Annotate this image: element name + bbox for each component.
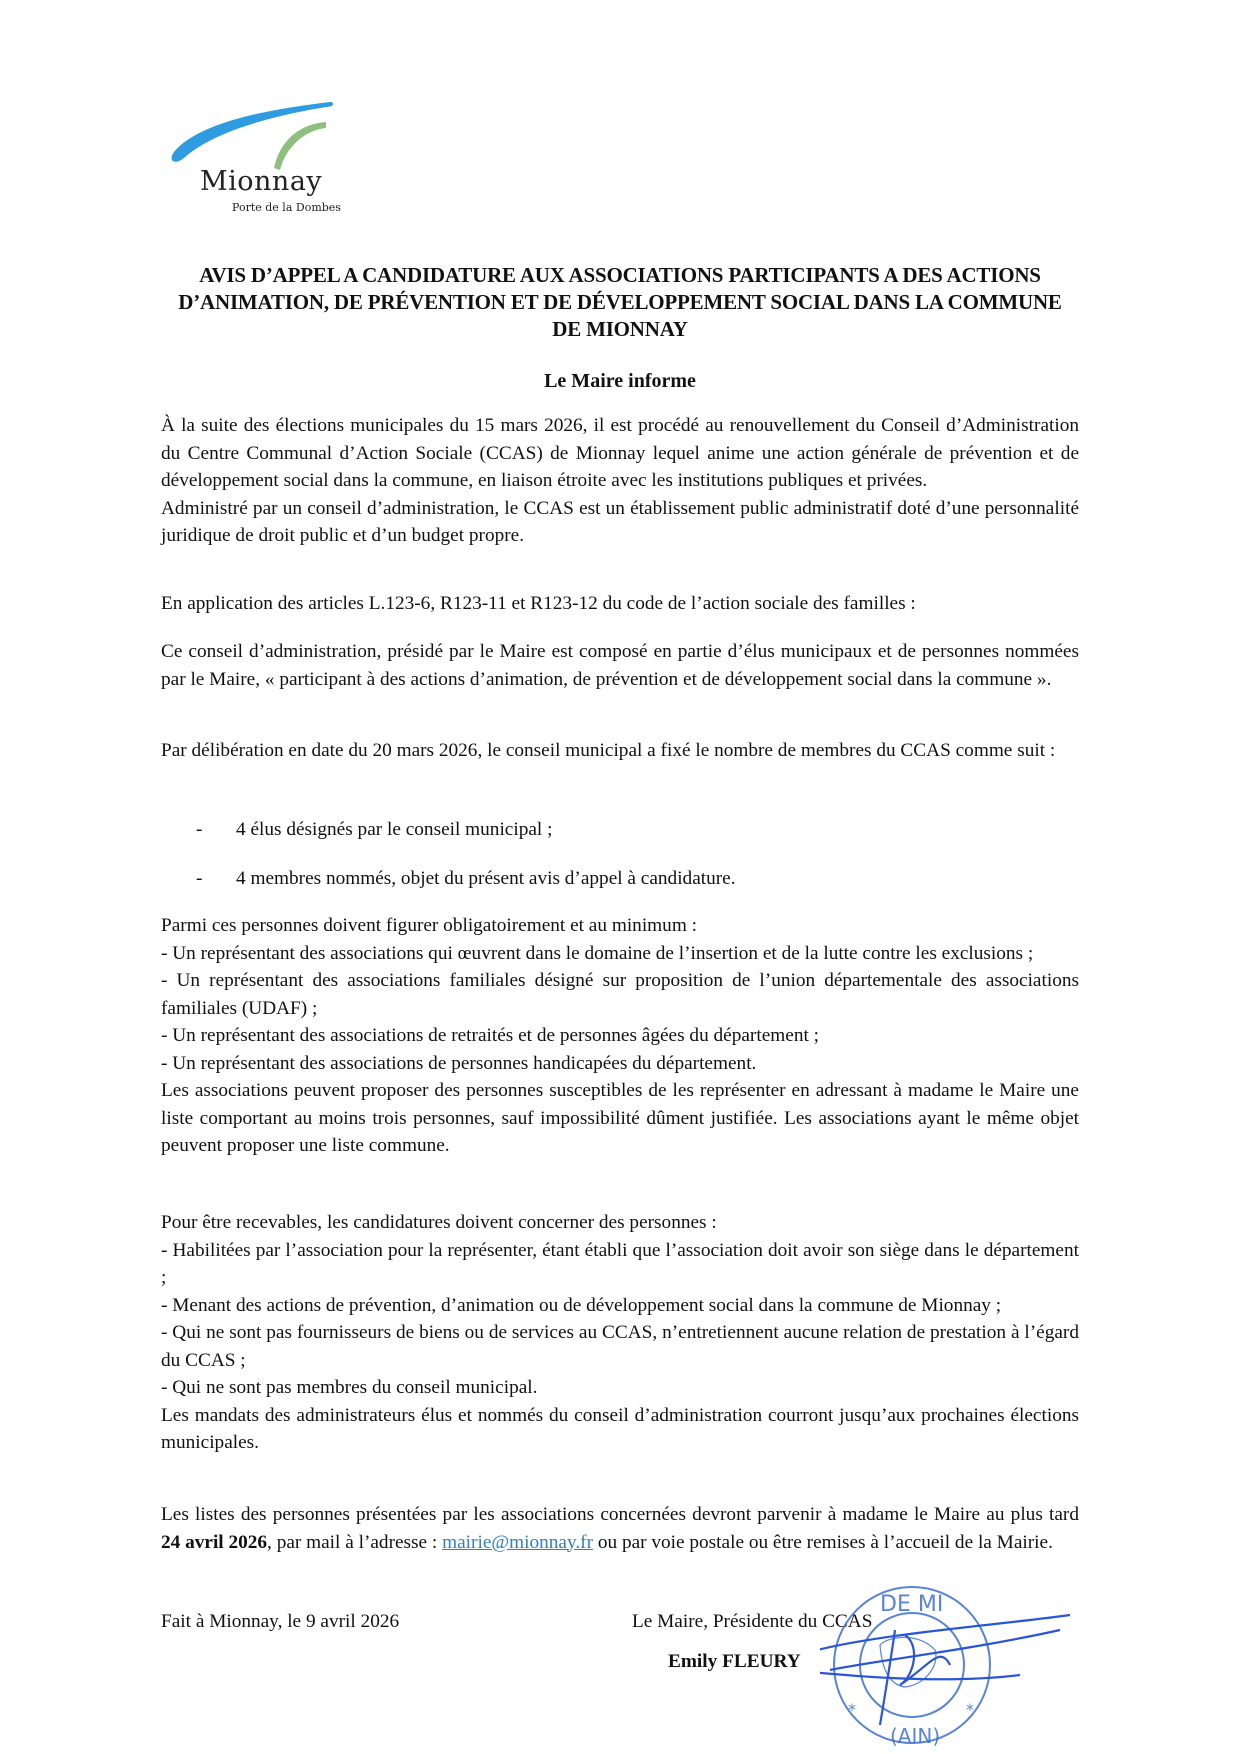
title-line-2: D’ANIMATION, DE PRÉVENTION ET DE DÉVELOPPEMENT SOCIAL DANS LA COMMUNE (178, 290, 1062, 314)
logo-tagline: Porte de la Dombes (232, 201, 341, 214)
svg-text:*: * (966, 1700, 974, 1719)
svg-text:*: * (848, 1700, 856, 1719)
title-line-1: AVIS D’APPEL A CANDIDATURE AUX ASSOCIATIONS PARTICIPANTS A DES ACTIONS (199, 263, 1041, 287)
administered-paragraph: Administré par un conseil d’administration, le CCAS est un établissement public administratif doté d’une personnalité juridique de droit public et d’un budget propre. (161, 497, 1079, 546)
email-link[interactable]: mairie@mionnay.fr (442, 1531, 594, 1553)
intro-block (161, 412, 1079, 550)
title-line-3: DE MIONNAY (552, 317, 688, 341)
application-paragraph: En application des articles L.123-6, R123-11 et R123-12 du code de l’action sociale des familles : (161, 593, 916, 614)
eligibility-item: - Menant des actions de prévention, d’animation ou de développement social dans la commune de Mionnay ; (161, 1294, 1002, 1316)
council-paragraph: Ce conseil d’administration, présidé par le Maire est composé en partie d’élus municipaux et de personnes nommées par le Maire, « participant à des actions d’animation, de prévention et de développement social dans la commune ». (161, 641, 1079, 690)
deliberation-paragraph: Par délibération en date du 20 mars 2026, le conseil municipal a fixé le nombre de membres du CCAS comme suit : (161, 740, 1056, 761)
application-block (161, 590, 1079, 618)
requirement-item: - Un représentant des associations de retraités et de personnes âgées du département ; (161, 1025, 819, 1046)
mionnay-logo (170, 100, 370, 225)
requirement-item: - Un représentant des associations qui œuvrent dans le domaine de l’insertion et de la lutte contre les exclusions ; (161, 942, 1034, 964)
submission-paragraph: Les listes des personnes présentées par les associations concernées devront parvenir à madame le Maire au plus tard 24 avril 2026, par mail à l’adresse : mairie@mionnay.fr ou par voie postale ou être remises à l’accueil de la Mairie. (161, 1504, 1079, 1553)
council-block (161, 638, 1079, 693)
svg-text:DE MI: DE MI (880, 1592, 944, 1617)
requirement-item: - Un représentant des associations de personnes handicapées du département. (161, 1052, 757, 1074)
eligibility-block (161, 1209, 1079, 1457)
svg-text:(AIN): (AIN) (890, 1724, 941, 1748)
place-date: Fait à Mionnay, le 9 avril 2026 (161, 1611, 400, 1632)
deliberation-block (161, 737, 1079, 765)
eligibility-item: - Habilitées par l’association pour la représenter, étant établi que l’association doit avoir son siège dans le département ; (161, 1239, 1079, 1288)
eligibility-closing: Les mandats des administrateurs élus et nommés du conseil d’administration courront jusqu’aux prochaines élections municipales. (161, 1404, 1079, 1453)
requirement-item: - Un représentant des associations familiales désigné sur proposition de l’union départementale des associations familiales (UDAF) ; (161, 970, 1079, 1019)
submission-block (161, 1501, 1079, 1556)
requirements-intro: Parmi ces personnes doivent figurer obligatoirement et au minimum : (161, 915, 697, 936)
logo-name: Mionnay (200, 166, 323, 197)
requirements-closing: Les associations peuvent proposer des personnes susceptibles de les représenter en adressant à madame le Maire une liste comportant au moins trois personnes, sauf impossibilité dûment justifiée. Les associations ayant le même objet peuvent proposer une liste commune. (161, 1080, 1079, 1156)
document-page: Mionnay Porte de la Dombes AVIS D’APPEL A CANDIDATURE AUX ASSOCIATIONS PARTICIPANTS A DES ACTIONS D’ANIMATION, DE PRÉVENTION ET DE DÉVELOPPEMENT SOCIAL DANS LA COMMUNE DE MIONNAY Le Maire informe À la suite des élections municipales du 15 mars 2026, il est procédé au renouvellement du Conseil d’Administration du Centre Communal d’Action Sociale (CCAS) de Mionnay lequel anime une action générale de prévention et de développement social dans la commune, en liaison étroite avec les institutions publiques et privées. Administré par un conseil d’administration, le CCAS est un établissement public administratif doté d’une personnalité juridique de droit public et d’un budget propre. En application des articles L.123-6, R123-11 et R123-12 du code de l’action sociale des familles : Ce conseil d’administration, présidé par le Maire est composé en partie d’élus municipaux et de personnes nommées par le Maire, « participant à des actions d’animation, de prévention et de développement social dans la commune ». Par délibération en date du 20 mars 2026, le conseil municipal a fixé le nombre de membres du CCAS comme suit : - 4 élus désignés par le conseil municipal ; - 4 membres nommés, objet du présent avis d’appel à candidature. Parmi ces personnes doivent figurer obligatoirement et au minimum : - Un représentant des associations qui œuvrent dans le domaine de l’insertion et de la lutte contre les exclusions ; - Un représentant des associations familiales désigné sur proposition de l’union départementale des associations familiales (UDAF) ; - Un représentant des associations de retraités et de personnes âgées du département ; - Un représentant des associations de personnes handicapées du département. Les associations peuvent proposer des personnes susceptibles de les représenter en adressant à madame le Maire une liste comportant au moins trois personnes, sauf impossibilité dûment justifiée. Les associations ayant le même objet peuvent proposer une liste commune. Pour être recevables, les candidatures doivent concerner des personnes : - Habilitées par l’association pour la représenter, étant établi que l’association doit avoir son siège dans le département ; - Menant des actions de prévention, d’animation ou de développement social dans la commune de Mionnay ; - Qui ne sont pas fournisseurs de biens ou de services au CCAS, n’entretiennent aucune relation de prestation à l’égard du CCAS ; - Qui ne sont pas membres du conseil municipal. Les mandats des administrateurs élus et nommés du conseil d’administration courront jusqu’aux prochaines élections municipales. Les listes des personnes présentées par les associations concernées devront parvenir à madame le Maire au plus tard 24 avril 2026, par mail à l’adresse : mairie@mionnay.fr ou par voie postale ou être remises à l’accueil de la Mairie. Fait à Mionnay, le 9 avril 2026 Le Maire, Présidente du CCAS Emily FLEURY DE MI (AIN) * * (0, 0, 1240, 1754)
signatory-name: Emily FLEURY (668, 1651, 801, 1672)
requirements-block (161, 912, 1079, 1160)
official-stamp-icon (820, 1575, 1080, 1750)
intro-paragraph: À la suite des élections municipales du 15 mars 2026, il est procédé au renouvellement du Conseil d’Administration du Centre Communal d’Action Sociale (CCAS) de Mionnay lequel anime une action générale de prévention et de développement social dans la commune, en liaison étroite avec les institutions publiques et privées. (161, 415, 1079, 491)
eligibility-intro: Pour être recevables, les candidatures doivent concerner des personnes : (161, 1212, 717, 1233)
signatory-title: Le Maire, Présidente du CCAS (632, 1611, 873, 1632)
eligibility-item: - Qui ne sont pas membres du conseil municipal. (161, 1377, 538, 1398)
subtitle: Le Maire informe (544, 370, 696, 392)
document-title (150, 262, 1090, 343)
eligibility-item: - Qui ne sont pas fournisseurs de biens ou de services au CCAS, n’entretiennent aucune relation de prestation à l’égard du CCAS ; (161, 1322, 1079, 1371)
deadline: 24 avril 2026 (161, 1531, 268, 1553)
